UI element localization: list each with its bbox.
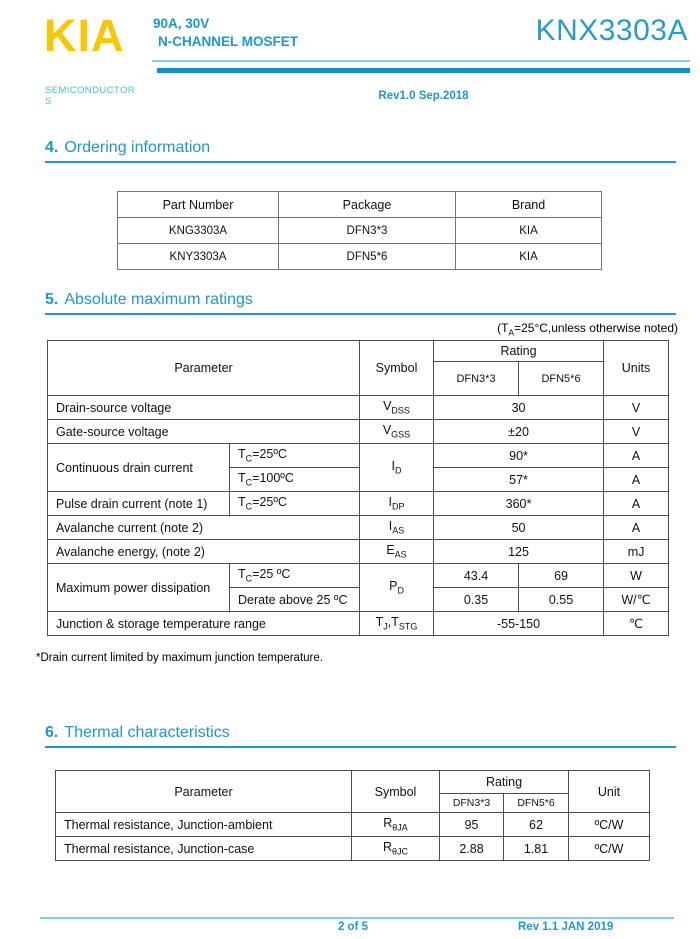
unit-id-100: A (604, 468, 669, 492)
symbol-main2: ,T (387, 615, 399, 630)
symbol-subscript: J (383, 621, 388, 632)
thermal-header-rating: Rating (440, 771, 569, 794)
param-junction-case: Thermal resistance, Junction-case (56, 837, 352, 861)
symbol-main: E (386, 543, 395, 558)
abs-header-dfn56: DFN5*6 (519, 362, 604, 396)
abs-header-dfn33: DFN3*3 (434, 362, 519, 396)
value-pd-dfn56: 69 (519, 564, 604, 588)
footer-revision: Rev 1.1 JAN 2019 (518, 921, 614, 933)
row-pulse-drain-current (48, 492, 669, 516)
section-5-number: 5. (45, 291, 59, 308)
condition-tc-100 (230, 468, 360, 492)
section-4-heading (45, 139, 676, 163)
cond-sub: C (245, 501, 253, 512)
row-drain-source-voltage (48, 396, 669, 420)
thermal-header-parameter: Parameter (56, 771, 352, 813)
condition-note (497, 321, 678, 337)
symbol-pd (360, 564, 434, 612)
ordering-header-brand: Brand (456, 192, 602, 218)
param-max-power-dissipation: Maximum power dissipation (48, 564, 230, 612)
section-4-title: Ordering information (64, 139, 211, 156)
abs-header-symbol: Symbol (360, 341, 434, 396)
ordering-package: DFN5*6 (279, 244, 456, 270)
cond-sub: C (245, 477, 253, 488)
value-rthja-dfn56: 62 (504, 813, 569, 837)
symbol-main: R (383, 816, 393, 831)
symbol-main: V (382, 423, 392, 438)
ordering-part-number: KNY3303A (118, 244, 279, 270)
header-rule-thin (152, 60, 690, 62)
symbol-subscript: θJA (392, 822, 408, 833)
value-derate-dfn56: 0.55 (519, 588, 604, 612)
value-ias: 50 (434, 516, 604, 540)
row-thermal-junction-case (56, 837, 650, 861)
ordering-row-kny3303a (118, 244, 602, 270)
row-junction-storage-temp (48, 612, 669, 636)
ordering-header-part-number: Part Number (118, 192, 279, 218)
cond-main: T (238, 471, 246, 486)
unit-id-25: A (604, 444, 669, 468)
brand-logo-subtext-line2: S (45, 96, 52, 107)
condition-note-pre: (T (497, 321, 509, 335)
symbol-rthjc (352, 837, 440, 861)
unit-pd: W (604, 564, 669, 588)
cond-rest: =100ºC (252, 471, 294, 486)
symbol-rthja (352, 813, 440, 837)
condition-tc-25 (230, 492, 360, 516)
param-junction-ambient: Thermal resistance, Junction-ambient (56, 813, 352, 837)
symbol-subscript: GSS (391, 429, 411, 440)
param-continuous-drain-current: Continuous drain current (48, 444, 230, 492)
row-avalanche-energy (48, 540, 669, 564)
unit-rthjc: ºC/W (569, 837, 650, 861)
part-number-title: KNX3303A (535, 14, 688, 47)
value-idp: 360* (434, 492, 604, 516)
thermal-header-dfn56: DFN5*6 (504, 794, 569, 813)
symbol-id (360, 444, 434, 492)
section-6-heading (45, 724, 676, 748)
value-vgss: ±20 (434, 420, 604, 444)
ordering-brand: KIA (456, 244, 602, 270)
abs-header-units: Units (604, 341, 669, 396)
param-avalanche-current: Avalanche current (note 2) (48, 516, 360, 540)
symbol-main: P (389, 579, 398, 594)
param-drain-source-voltage: Drain-source voltage (48, 396, 360, 420)
value-rthjc-dfn33: 2.88 (440, 837, 504, 861)
param-avalanche-energy: Avalanche energy, (note 2) (48, 540, 360, 564)
row-avalanche-current (48, 516, 669, 540)
brand-logo-subtext (45, 85, 135, 107)
value-vdss: 30 (434, 396, 604, 420)
symbol-idp (360, 492, 434, 516)
ordering-row-kng3303a (118, 218, 602, 244)
symbol-subscript: AS (392, 525, 405, 536)
symbol-main: I (388, 495, 392, 510)
header-revision: Rev1.0 Sep.2018 (378, 90, 469, 102)
symbol-main: T (375, 615, 384, 630)
section-4-number: 4. (45, 139, 59, 156)
cond-rest: =25 ºC (252, 567, 291, 582)
row-gate-source-voltage (48, 420, 669, 444)
ordering-header-package: Package (279, 192, 456, 218)
ordering-header-row (118, 192, 602, 218)
brand-logo-subtext-line1: SEMICONDUCTOR (45, 85, 135, 96)
thermal-header-unit: Unit (569, 771, 650, 813)
unit-ias: A (604, 516, 669, 540)
unit-vdss: V (604, 396, 669, 420)
thermal-characteristics-table (55, 770, 650, 861)
value-id-25: 90* (434, 444, 604, 468)
row-continuous-drain-current-25 (48, 444, 669, 468)
abs-header-rating: Rating (434, 341, 604, 362)
symbol-ias (360, 516, 434, 540)
value-tj-tstg: -55-150 (434, 612, 604, 636)
symbol-vdss (360, 396, 434, 420)
unit-idp: A (604, 492, 669, 516)
row-thermal-junction-ambient (56, 813, 650, 837)
symbol-subscript: AS (394, 549, 407, 560)
thermal-header-row1 (56, 771, 650, 794)
ordering-package: DFN3*3 (279, 218, 456, 244)
thermal-header-symbol: Symbol (352, 771, 440, 813)
unit-vgss: V (604, 420, 669, 444)
section-6-title: Thermal characteristics (64, 724, 230, 741)
abs-header-parameter: Parameter (48, 341, 360, 396)
unit-rthja: ºC/W (569, 813, 650, 837)
ordering-part-number: KNG3303A (118, 218, 279, 244)
value-derate-dfn33: 0.35 (434, 588, 519, 612)
cond-sub: C (245, 453, 253, 464)
unit-eas: mJ (604, 540, 669, 564)
header-rule-thick (157, 68, 690, 73)
symbol-subscript: DP (392, 501, 405, 512)
value-rthja-dfn33: 95 (440, 813, 504, 837)
condition-note-post: =25°C,unless otherwise noted) (514, 321, 678, 335)
cond-main: T (238, 567, 246, 582)
section-6-number: 6. (45, 724, 59, 741)
symbol-subscript: θJC (392, 846, 409, 857)
condition-tc-25 (230, 444, 360, 468)
product-type-line: N-CHANNEL MOSFET (158, 34, 298, 49)
condition-note-sub: A (508, 327, 515, 338)
cond-rest: =25ºC (252, 447, 287, 462)
product-spec-line: 90A, 30V (153, 16, 210, 31)
value-rthjc-dfn56: 1.81 (504, 837, 569, 861)
drain-current-footnote: *Drain current limited by maximum junction temperature. (36, 652, 323, 664)
symbol-subscript: DSS (391, 405, 410, 416)
value-pd-dfn33: 43.4 (434, 564, 519, 588)
symbol-eas (360, 540, 434, 564)
thermal-header-dfn33: DFN3*3 (440, 794, 504, 813)
absolute-maximum-ratings-table (47, 340, 669, 636)
condition-tc-25 (230, 564, 360, 588)
footer-page-number: 2 of 5 (337, 921, 369, 933)
cond-main: T (238, 447, 246, 462)
param-gate-source-voltage: Gate-source voltage (48, 420, 360, 444)
section-5-heading (45, 291, 676, 315)
unit-tj-tstg: ℃ (604, 612, 669, 636)
value-id-100: 57* (434, 468, 604, 492)
cond-main: T (238, 495, 246, 510)
symbol-vgss (360, 420, 434, 444)
symbol-subscript2: STG (398, 621, 418, 632)
symbol-subscript: D (397, 585, 404, 596)
symbol-main: V (383, 399, 392, 414)
brand-logo: KIA (44, 10, 125, 61)
ordering-table (117, 191, 602, 270)
abs-header-row1 (48, 341, 669, 362)
symbol-tj-tstg (360, 612, 434, 636)
param-junction-storage-temp: Junction & storage temperature range (48, 612, 360, 636)
symbol-main: I (388, 519, 393, 534)
cond-sub: C (245, 573, 253, 584)
param-pulse-drain-current: Pulse drain current (note 1) (48, 492, 230, 516)
symbol-subscript: D (395, 465, 402, 476)
unit-derate: W/℃ (604, 588, 669, 612)
symbol-main: I (391, 459, 395, 474)
symbol-main: R (382, 840, 392, 855)
condition-derate: Derate above 25 ºC (230, 588, 360, 612)
row-max-power-dissipation-25 (48, 564, 669, 588)
value-eas: 125 (434, 540, 604, 564)
cond-rest: =25ºC (252, 495, 287, 510)
footer-rule (40, 917, 674, 919)
ordering-brand: KIA (456, 218, 602, 244)
section-5-title: Absolute maximum ratings (64, 291, 253, 308)
